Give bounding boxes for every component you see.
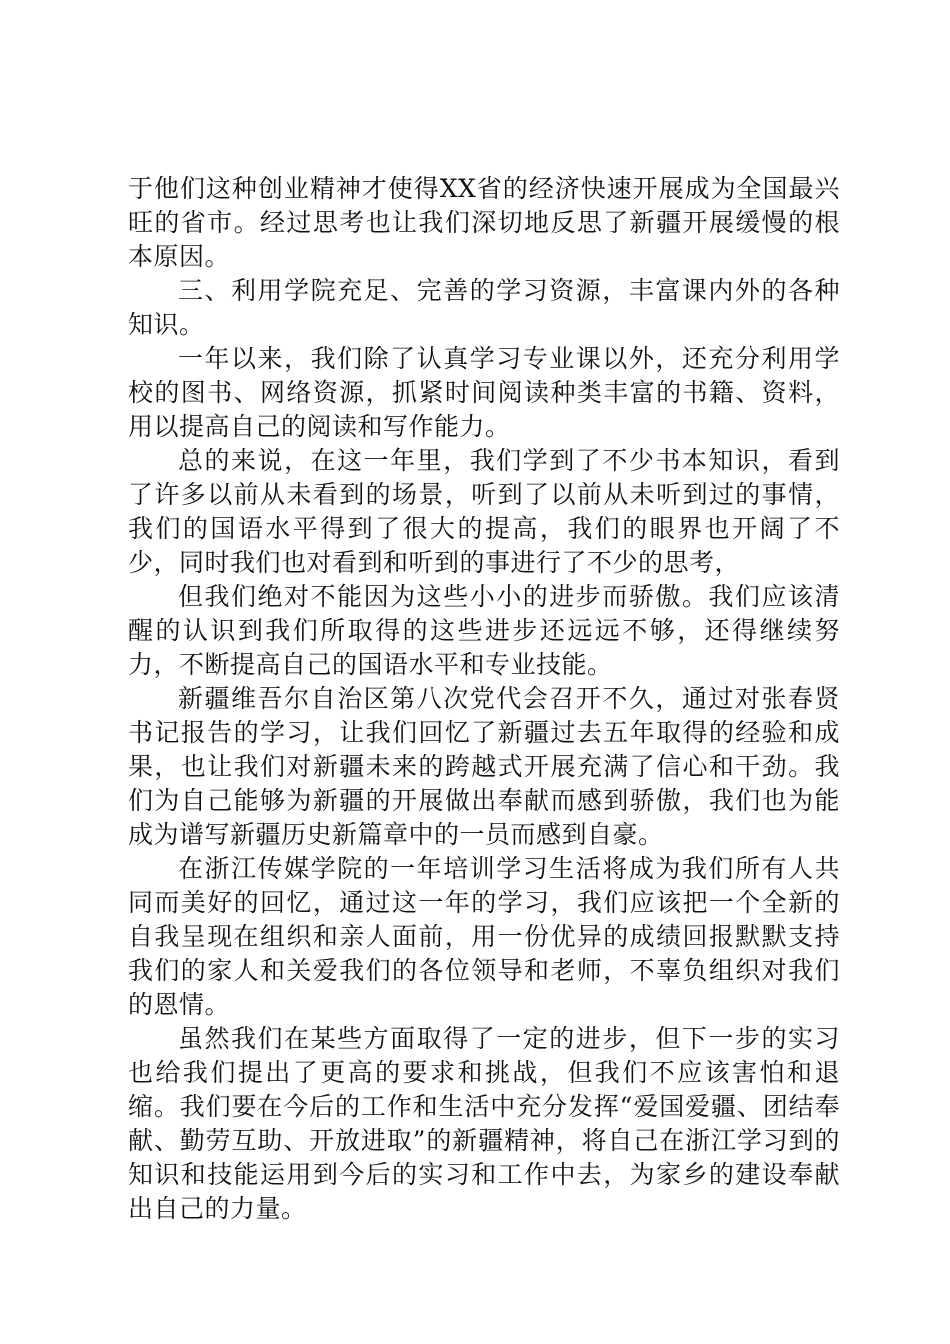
paragraph-6: 新疆维吾尔自治区第八次党代会召开不久，通过对张春贤书记报告的学习，让我们回忆了新疆过去五年取得的经验和成果，也让我们对新疆未来的跨越式开展充满了信心和干劲。我们为自己能够为新疆的开展做出奉献而感到骄傲，我们也为能成为谱写新疆历史新篇章中的一员而感到自豪。 <box>128 684 840 849</box>
document-body <box>128 172 840 1226</box>
paragraph-5: 但我们绝对不能因为这些小小的进步而骄傲。我们应该清醒的认识到我们所取得的这些进步还远远不够，还得继续努力，不断提高自己的国语水平和专业技能。 <box>128 582 840 679</box>
paragraph-2-section-heading: 三、利用学院充足、完善的学习资源，丰富课内外的各种知识。 <box>128 276 840 339</box>
paragraph-4: 总的来说，在这一年里，我们学到了不少书本知识，看到了许多以前从未看到的场景，听到了以前从未听到过的事情，我们的国语水平得到了很大的提高，我们的眼界也开阔了不少，同时我们也对看到和听到的事进行了不少的思考， <box>128 446 840 577</box>
paragraph-8: 虽然我们在某些方面取得了一定的进步，但下一步的实习也给我们提出了更高的要求和挑战，但我们不应该害怕和退缩。我们要在今后的工作和生活中充分发挥“爱国爱疆、团结奉献、勤劳互助、开放进取”的新疆精神，将自己在浙江学习到的知识和技能运用到今后的实习和工作中去，为家乡的建设奉献出自己的力量。 <box>128 1024 840 1223</box>
paragraph-3: 一年以来，我们除了认真学习专业课以外，还充分利用学校的图书、网络资源，抓紧时间阅读种类丰富的书籍、资料，用以提高自己的阅读和写作能力。 <box>128 344 840 441</box>
paragraph-7: 在浙江传媒学院的一年培训学习生活将成为我们所有人共同而美好的回忆，通过这一年的学习，我们应该把一个全新的自我呈现在组织和亲人面前，用一份优异的成绩回报默默支持我们的家人和关爱我们的各位领导和老师，不辜负组织对我们的恩情。 <box>128 854 840 1019</box>
paragraph-1: 于他们这种创业精神才使得XX省的经济快速开展成为全国最兴旺的省市。经过思考也让我们深切地反思了新疆开展缓慢的根本原因。 <box>128 174 840 271</box>
